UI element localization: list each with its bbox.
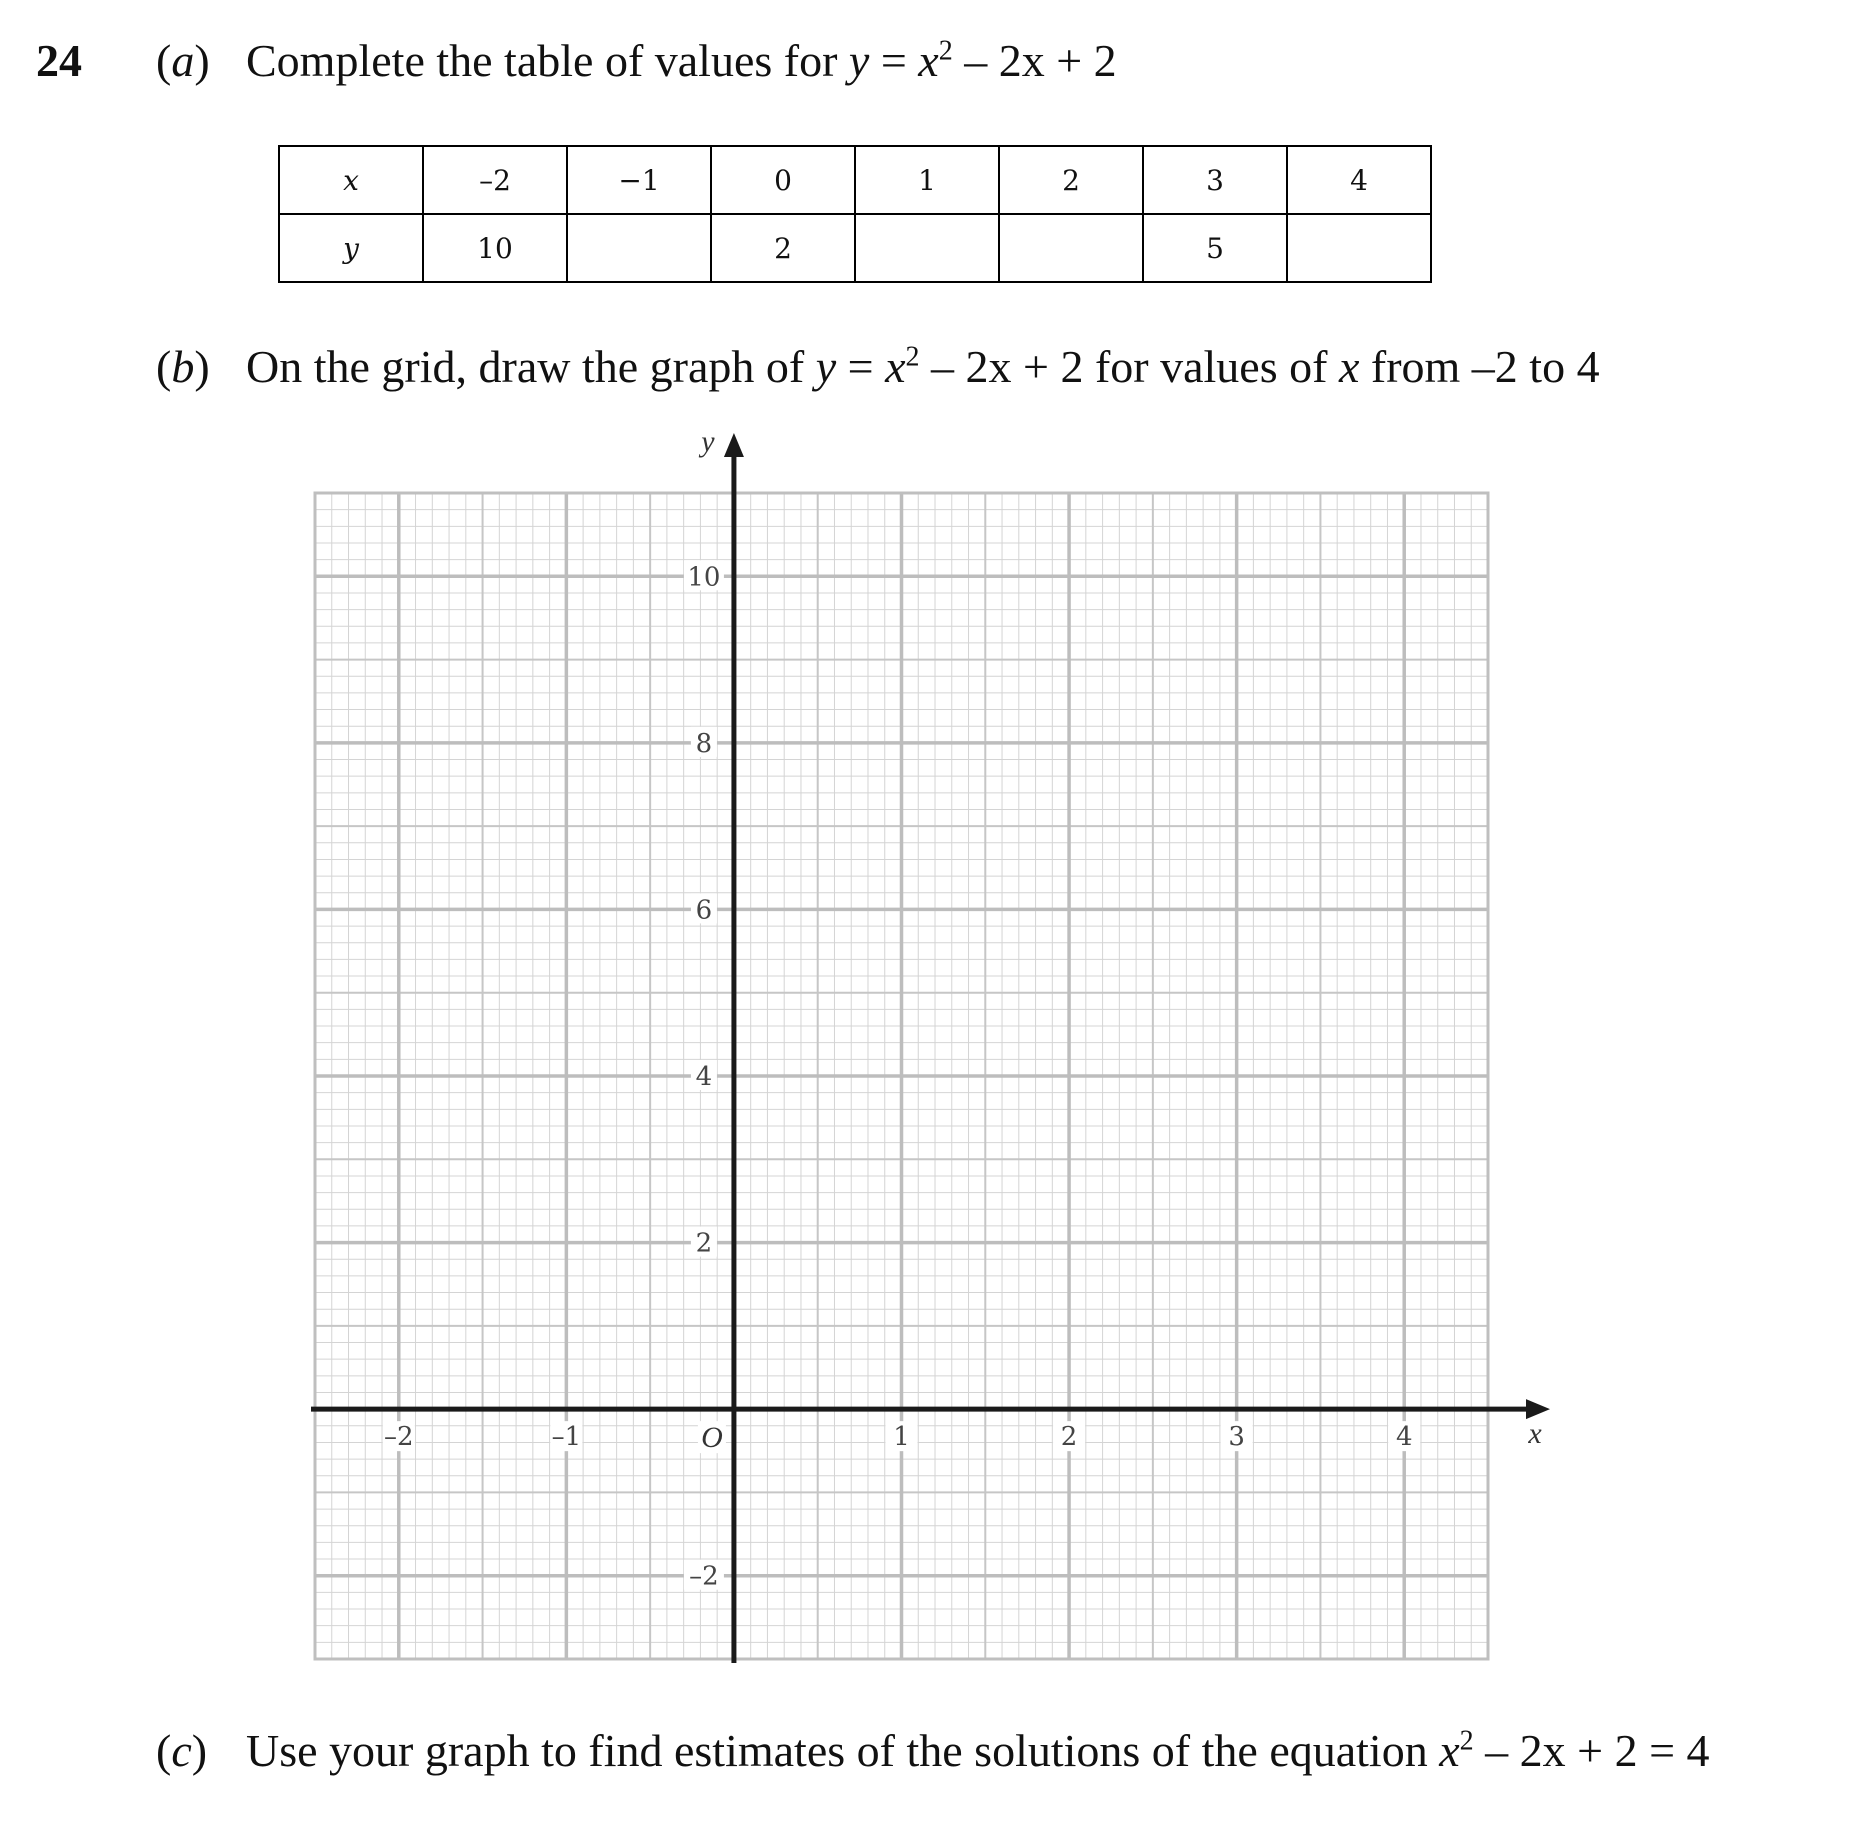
x-tick-label: 4 [1395, 1422, 1413, 1453]
x-tick-label: –1 [551, 1422, 582, 1453]
origin-label: O [701, 1421, 723, 1455]
x-value-cell: 0 [711, 146, 855, 214]
part-b-prompt: (b) On the grid, draw the graph of $y = x^2 - 2x + 2$ for values of x from –2 to 4 [156, 341, 1600, 392]
y-tick-label: 6 [695, 895, 713, 926]
y-header-cell: y [279, 214, 423, 282]
y-tick-label: 10 [687, 562, 721, 593]
part-b-label: (b) [156, 341, 210, 392]
x-value-cell: –2 [423, 146, 567, 214]
y-value-cell[interactable]: 5 [1143, 214, 1287, 282]
y-value-cell[interactable]: 10 [423, 214, 567, 282]
grid-major-lines [315, 493, 1488, 1659]
x-value-cell: 4 [1287, 146, 1431, 214]
x-tick-label: 3 [1228, 1422, 1245, 1453]
x-value-cell: −1 [567, 146, 711, 214]
axes [311, 425, 1550, 1663]
x-tick-label: 1 [893, 1422, 910, 1453]
y-tick-label: 2 [695, 1228, 713, 1259]
y-tick-label: –2 [689, 1561, 719, 1592]
x-axis-name: x [1528, 1417, 1542, 1451]
part-c-prompt: (c) Use your graph to find estimates of the solutions of the equation $x^2 - 2x + 2 = 4$ [156, 1725, 1710, 1776]
y-axis-arrow-icon [724, 433, 744, 457]
x-header-cell: x [279, 146, 423, 214]
y-tick-label: 8 [695, 728, 713, 759]
question-number: 24 [36, 35, 82, 86]
part-a-prompt: (a) Complete the table of values for $y = x^2 - 2x + 2$ [156, 35, 1117, 86]
x-tick-label: 2 [1060, 1422, 1078, 1453]
x-value-cell: 3 [1143, 146, 1287, 214]
x-axis-arrow-icon [1526, 1399, 1550, 1419]
part-c-label: (c) [156, 1725, 208, 1776]
part-a-label: (a) [156, 35, 210, 86]
x-value-cell: 1 [855, 146, 999, 214]
x-value-cell: 2 [999, 146, 1143, 214]
y-value-cell[interactable]: 2 [711, 214, 855, 282]
y-axis-name: y [701, 425, 715, 458]
y-tick-label: 4 [695, 1062, 713, 1092]
x-tick-label: –2 [384, 1422, 414, 1453]
